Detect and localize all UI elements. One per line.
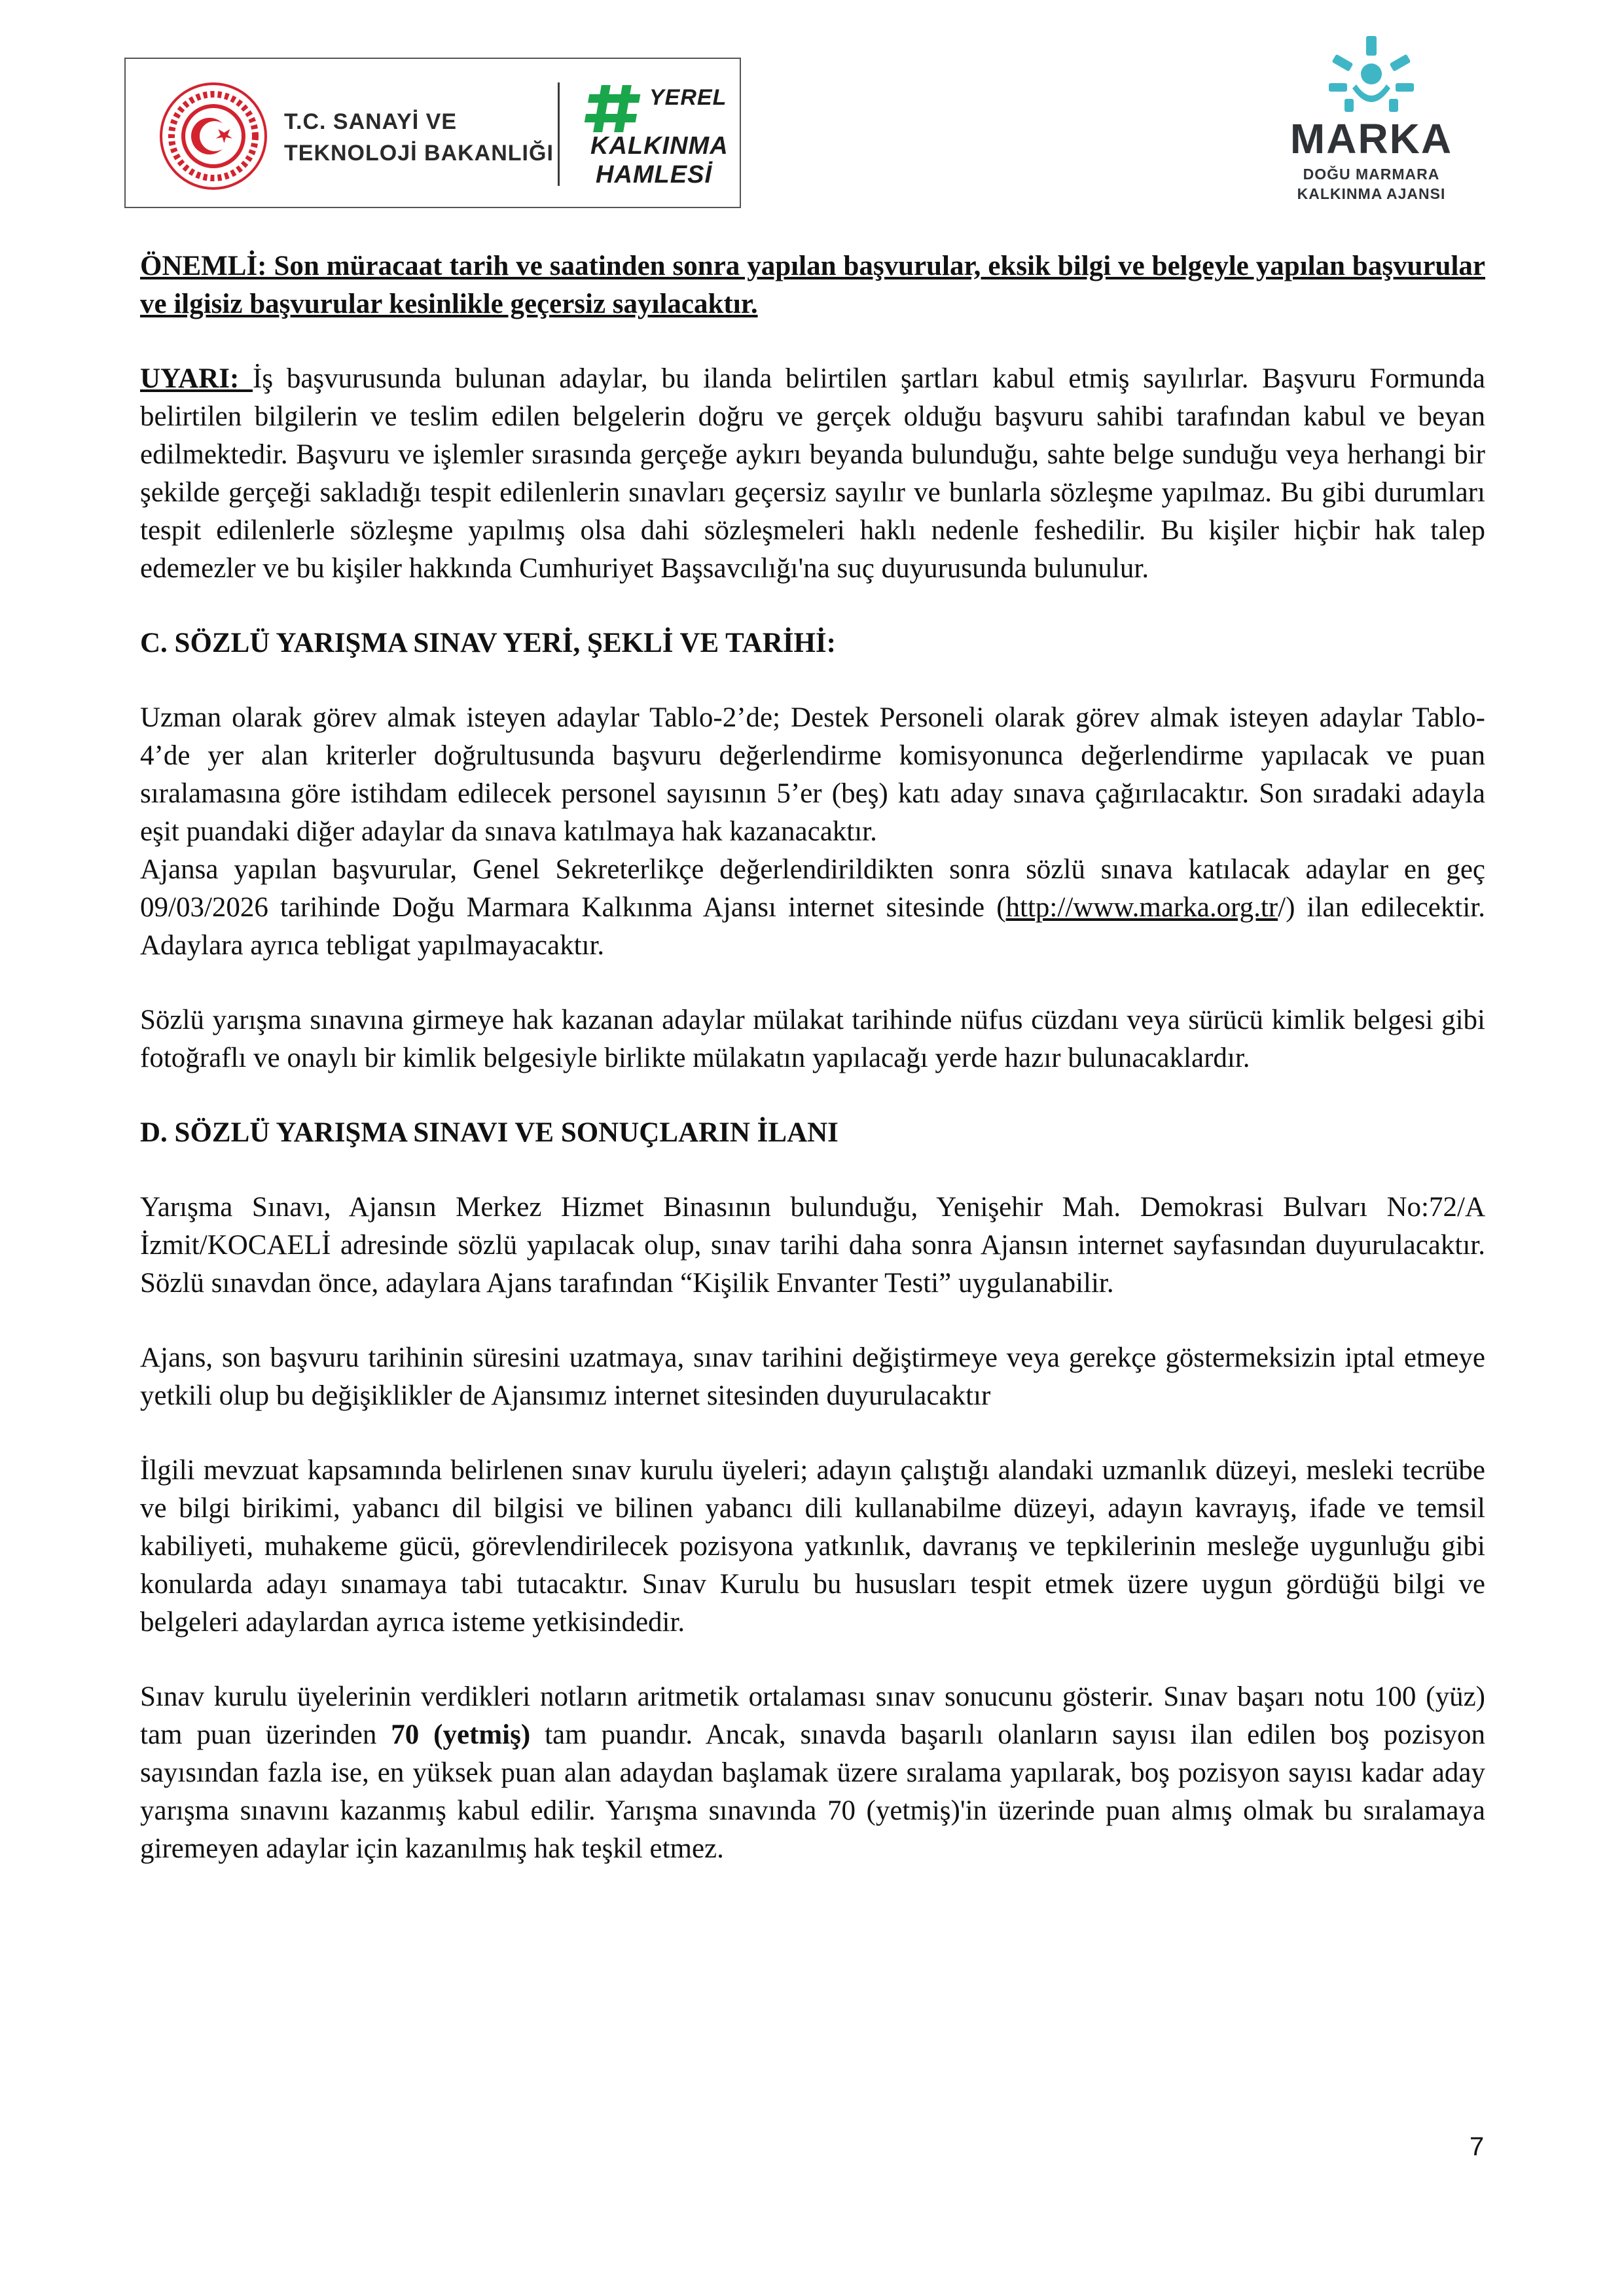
page-number: 7 [1470, 2132, 1485, 2161]
yerel-line-2: KALKINMA [590, 132, 729, 160]
warning-notice [140, 360, 1485, 588]
section-d-heading: D. SÖZLÜ YARIŞMA SINAVI VE SONUÇLARIN İLANI [140, 1117, 839, 1148]
passing-score: 70 (yetmiş) [391, 1719, 531, 1750]
section-d-paragraph-2: Ajans, son başvuru tarihinin süresini uzatmaya, sınav tarihini değiştirmeye veya gerekçe göstermeksizin iptal etmeye yetkili olup bu değişiklikler de Ajansımız internet sitesinden duyurulacaktır [140, 1342, 1485, 1411]
section-d-paragraph-4 [140, 1678, 1485, 1868]
section-c-paragraph-2-end: /) ilan edilecektir. Adaylara ayrıca tebligat yapılmayacaktır. [140, 892, 1485, 961]
important-label: ÖNEMLİ: [140, 251, 267, 281]
ministry-line-1: T.C. SANAYİ VE [284, 109, 458, 134]
ministry-line-2: TEKNOLOJİ BAKANLIĞI [284, 141, 554, 166]
section-d-paragraph-4-start: Sınav kurulu üyelerinin verdikleri notların aritmetik ortalaması sınav sonucunu gösterir. Sınav başarı notu 100 (yüz) tam puan üzerinden [140, 1681, 1485, 1750]
yerel-line-3: HAMLESİ [596, 161, 712, 188]
partner-logos-box [124, 58, 741, 208]
ministry-name [284, 106, 554, 169]
marka-title: MARKA [1290, 115, 1453, 162]
important-text: Son müracaat tarih ve saatinden sonra yapılan başvurular, eksik bilgi ve belgeyle yapılan başvurular ve ilgisiz başvurular kesinlikle geçersiz sayılacaktır. [140, 251, 1485, 319]
marka-emblem-icon [1327, 36, 1415, 113]
marka-subtitle-2: KALKINMA AJANSI [1297, 185, 1446, 202]
document-body [140, 247, 1485, 1868]
marka-subtitle-1: DOĞU MARMARA [1303, 166, 1440, 183]
marka-logo [1276, 36, 1466, 213]
section-d-paragraph-3: İlgili mevzuat kapsamında belirlenen sınav kurulu üyeleri; adayın çalıştığı alandaki uzmanlık düzeyi, mesleki tecrübe ve bilgi birikimi, yabancı dil bilgisi ve bilinen yabancı dili kullanabilme düzeyi, adayın kavrayış, ifade ve temsil kabiliyeti, muhakeme gücü, görevlendirilecek pozisyona yatkınlık, davranış ve tepkilerinin mesleğe uygunluğu gibi konularda adayı sınamaya tabi tutacaktır. Sınav Kurulu bu hususları tespit etmek üzere uygun gördüğü bilgi ve belgeleri adaylardan ayrıca isteme yetkisindedir. [140, 1455, 1485, 1638]
important-notice [140, 247, 1485, 323]
section-c-heading: C. SÖZLÜ YARIŞMA SINAV YERİ, ŞEKLİ VE TARİHİ: [140, 628, 836, 658]
yerel-line-1: YEREL [649, 85, 727, 110]
section-c-paragraph-1: Uzman olarak görev almak isteyen adaylar Tablo-2’de; Destek Personeli olarak görev almak isteyen adaylar Tablo-4’de yer alan kriterler doğrultusunda başvuru değerlendirme komisyonunca değerlendirme yapılacak ve puan sıralamasına göre istihdam edilecek personel sayısının 5’er (beş) katı aday sınava çağırılacaktır. Son sıradaki adayla eşit puandaki diğer adaylar da sınava katılmaya hak kazanacaktır. [140, 702, 1485, 847]
ministry-seal-icon [158, 81, 268, 191]
warning-text: İş başvurusunda bulunan adaylar, bu ilanda belirtilen şartları kabul etmiş sayılırlar. Başvuru Formunda belirtilen bilgilerin ve teslim edilen belgelerin doğru ve gerçek olduğu başvuru sahibi tarafından kabul ve beyan edilmektedir. Başvuru ve işlemler sırasında gerçeğe aykırı beyanda bulunduğu, sahte belge sunduğu veya herhangi bir şekilde gerçeği sakladığı tespit edilenlerin sınavları geçersiz sayılır ve bunlarla sözleşme yapılmaz. Bu gibi durumları tespit edilenlerle sözleşme yapılmış olsa dahi sözleşmeleri haklı nedenle feshedilir. Bu kişiler hiçbir hak talep edemezler ve bu kişiler hakkında Cumhuriyet Başsavcılığı'na suç duyurusunda bulunulur. [140, 363, 1485, 584]
section-d-paragraph-1: Yarışma Sınavı, Ajansın Merkez Hizmet Binasının bulunduğu, Yenişehir Mah. Demokrasi Bulvarı No:72/A İzmit/KOCAELİ adresinde sözlü yapılacak olup, sınav tarihi daha sonra Ajansın internet sayfasından duyurulacaktır. Sözlü sınavdan önce, adaylara Ajans tarafından “Kişilik Envanter Testi” uygulanabilir. [140, 1192, 1485, 1299]
section-c-paragraph-3: Sözlü yarışma sınavına girmeye hak kazanan adaylar mülakat tarihinde nüfus cüzdanı veya sürücü kimlik belgesi gibi fotoğraflı ve onaylı bir kimlik belgesiyle birlikte mülakatın yapılacağı yerde hazır bulunacaklardır. [140, 1005, 1485, 1073]
section-d-paragraph-4-end: tam puandır. Ancak, sınavda başarılı olanların sayısı ilan edilen boş pozisyon sayısından fazla ise, en yüksek puan alan adaydan başlamak üzere sıralama yapılarak, boş pozisyon sayısı kadar aday yarışma sınavını kazanmış kabul edilir. Yarışma sınavında 70 (yetmiş)'in üzerinde puan almış olmak bu sıralamaya giremeyen adaylar için kazanılmış hak teşkil etmez. [140, 1719, 1485, 1864]
section-c-paragraph-2-start: Ajansa yapılan başvurular, Genel Sekreterlikçe değerlendirildikten sonra sözlü sınava katılacak adaylar en geç 09/03/2026 tarihinde Doğu Marmara Kalkınma Ajansı internet sitesinde ( [140, 854, 1485, 923]
section-c-paragraph-2 [140, 851, 1485, 965]
logo-divider [558, 82, 560, 186]
warning-label: UYARI: [140, 363, 253, 394]
marka-website-link[interactable]: http://www.marka.org.tr [1005, 892, 1278, 923]
